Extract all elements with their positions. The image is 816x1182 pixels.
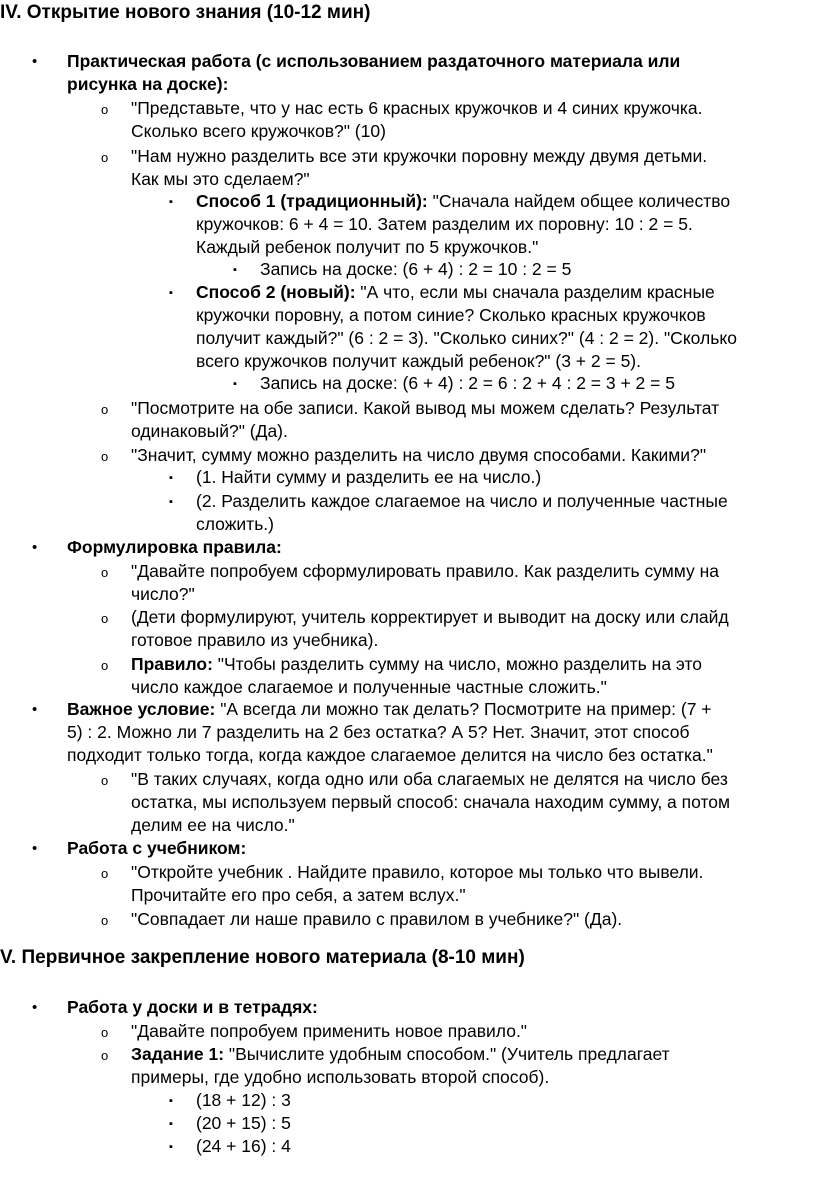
method-2-text: "А что, если мы сначала разделим красные [355, 282, 715, 302]
way-1: (1. Найти сумму и разделить ее на число.) [196, 467, 542, 487]
circle-marker: o [101, 1025, 109, 1040]
question-1-cont: Сколько всего кружочков?" (10) [131, 121, 386, 141]
square-marker: ▪ [233, 264, 237, 276]
rule-text: "Чтобы разделить сумму на число, можно разделить на это [212, 654, 703, 674]
example-2: (20 + 15) : 5 [196, 1113, 291, 1133]
method-2-cont: кружочки поровну, а потом синие? Сколько красных кружочков [196, 305, 706, 325]
method-2-cont: получит каждый?" (6 : 2 = 3). "Сколько синих?" (4 : 2 = 2). "Сколько [196, 328, 737, 348]
bullet-marker: • [32, 539, 38, 556]
circle-marker: o [101, 611, 109, 626]
method-1-cont: кружочков: 6 + 4 = 10. Затем разделим их поровну: 10 : 2 = 5. [196, 214, 693, 234]
question-3-cont: одинаковый?" (Да). [131, 421, 288, 441]
circle-marker: o [101, 773, 109, 788]
section-5-heading: V. Первичное закрепление нового материала (8-10 мин) [0, 947, 525, 968]
method-1-text: "Сначала найдем общее количество [427, 191, 731, 211]
condition-cont: подходит только тогда, когда каждое слагаемое делится на число без остатка." [67, 745, 713, 765]
square-marker: ▪ [169, 1095, 173, 1107]
way-2: (2. Разделить каждое слагаемое на число и полученные частные [196, 491, 728, 511]
bullet-marker: • [32, 701, 38, 718]
textbook-item-1-cont: Прочитайте его про себя, а затем вслух." [131, 885, 466, 905]
section-4-heading: IV. Открытие нового знания (10-12 мин) [0, 2, 371, 23]
practical-work-title: Практическая работа (с использованием раздаточного материала или [67, 51, 681, 71]
task-1-text: "Вычислите удобным способом." (Учитель предлагает [224, 1044, 670, 1064]
bullet-marker: • [32, 840, 38, 857]
square-marker: ▪ [169, 1141, 173, 1153]
textbook-title: Работа с учебником: [67, 838, 247, 858]
example-3: (24 + 16) : 4 [196, 1136, 291, 1156]
method-2-label: Способ 2 (новый): [196, 282, 356, 302]
square-marker: ▪ [233, 378, 237, 390]
square-marker: ▪ [169, 1118, 173, 1130]
rule-item-3-cont: число каждое слагаемое и полученные частные сложить." [131, 677, 607, 697]
task-1 [131, 1043, 670, 1066]
question-2-cont: Как мы это сделаем?" [131, 169, 310, 189]
rule-label: Правило: [131, 654, 213, 674]
textbook-item-2: "Совпадает ли наше правило с правилом в учебнике?" (Да). [131, 909, 623, 929]
rule-item-2: (Дети формулируют, учитель корректирует и выводит на доску или слайд [131, 607, 729, 627]
method-1-cont: Каждый ребенок получит по 5 кружочков." [196, 237, 539, 257]
circle-marker: o [101, 866, 109, 881]
circle-marker: o [101, 913, 109, 928]
rule-title: Формулировка правила: [67, 537, 282, 557]
square-marker: ▪ [169, 496, 173, 508]
method-1 [196, 190, 730, 213]
method-2 [196, 281, 715, 304]
method-1-label: Способ 1 (традиционный): [196, 191, 428, 211]
condition-text: "А всегда ли можно так делать? Посмотрите на пример: (7 + [215, 699, 712, 719]
bullet-marker: • [32, 53, 38, 70]
rule-item-3 [131, 653, 702, 676]
task-1-label: Задание 1: [131, 1044, 225, 1064]
condition [67, 698, 712, 721]
rule-item-2-cont: готовое правило из учебника). [131, 630, 379, 650]
way-2-cont: сложить.) [196, 514, 274, 534]
circle-marker: o [101, 565, 109, 580]
example-1: (18 + 12) : 3 [196, 1090, 291, 1110]
condition-sub-cont: остатка, мы используем первый способ: сначала находим сумму, а потом [131, 792, 731, 812]
textbook-item-1: "Откройте учебник . Найдите правило, которое мы только что вывели. [131, 862, 704, 882]
circle-marker: o [101, 150, 109, 165]
task-1-cont: примеры, где удобно использовать второй способ). [131, 1067, 550, 1087]
square-marker: ▪ [169, 287, 173, 299]
board-work-title: Работа у доски и в тетрадях: [67, 997, 318, 1017]
square-marker: ▪ [169, 472, 173, 484]
rule-item-1-cont: число?" [131, 584, 195, 604]
method-2-record: Запись на доске: (6 + 4) : 2 = 6 : 2 + 4 : 2 = 3 + 2 = 5 [260, 373, 675, 393]
circle-marker: o [101, 1048, 109, 1063]
condition-label: Важное условие: [67, 699, 216, 719]
method-1-record: Запись на доске: (6 + 4) : 2 = 10 : 2 = 5 [260, 259, 572, 279]
circle-marker: o [101, 402, 109, 417]
question-1: "Представьте, что у нас есть 6 красных кружочков и 4 синих кружочка. [131, 98, 703, 118]
rule-item-1: "Давайте попробуем сформулировать правило. Как разделить сумму на [131, 561, 720, 581]
condition-sub: "В таких случаях, когда одно или оба слагаемых не делятся на число без [131, 769, 728, 789]
bullet-marker: • [32, 999, 38, 1016]
circle-marker: o [101, 658, 109, 673]
question-4: "Значит, сумму можно разделить на число двумя способами. Какими?" [131, 445, 707, 465]
question-2: "Нам нужно разделить все эти кружочки поровну между двумя детьми. [131, 146, 708, 166]
method-2-cont: всего кружочков получит каждый ребенок?" (3 + 2 = 5). [196, 351, 641, 371]
condition-cont: 5) : 2. Можно ли 7 разделить на 2 без остатка? А 5? Нет. Значит, этот способ [67, 722, 690, 742]
square-marker: ▪ [169, 196, 173, 208]
circle-marker: o [101, 449, 109, 464]
condition-sub-cont: делим ее на число." [131, 815, 295, 835]
circle-marker: o [101, 102, 109, 117]
board-item-1: "Давайте попробуем применить новое правило." [131, 1021, 528, 1041]
question-3: "Посмотрите на обе записи. Какой вывод мы можем сделать? Результат [131, 398, 720, 418]
practical-work-title-cont: рисунка на доске): [67, 74, 229, 94]
